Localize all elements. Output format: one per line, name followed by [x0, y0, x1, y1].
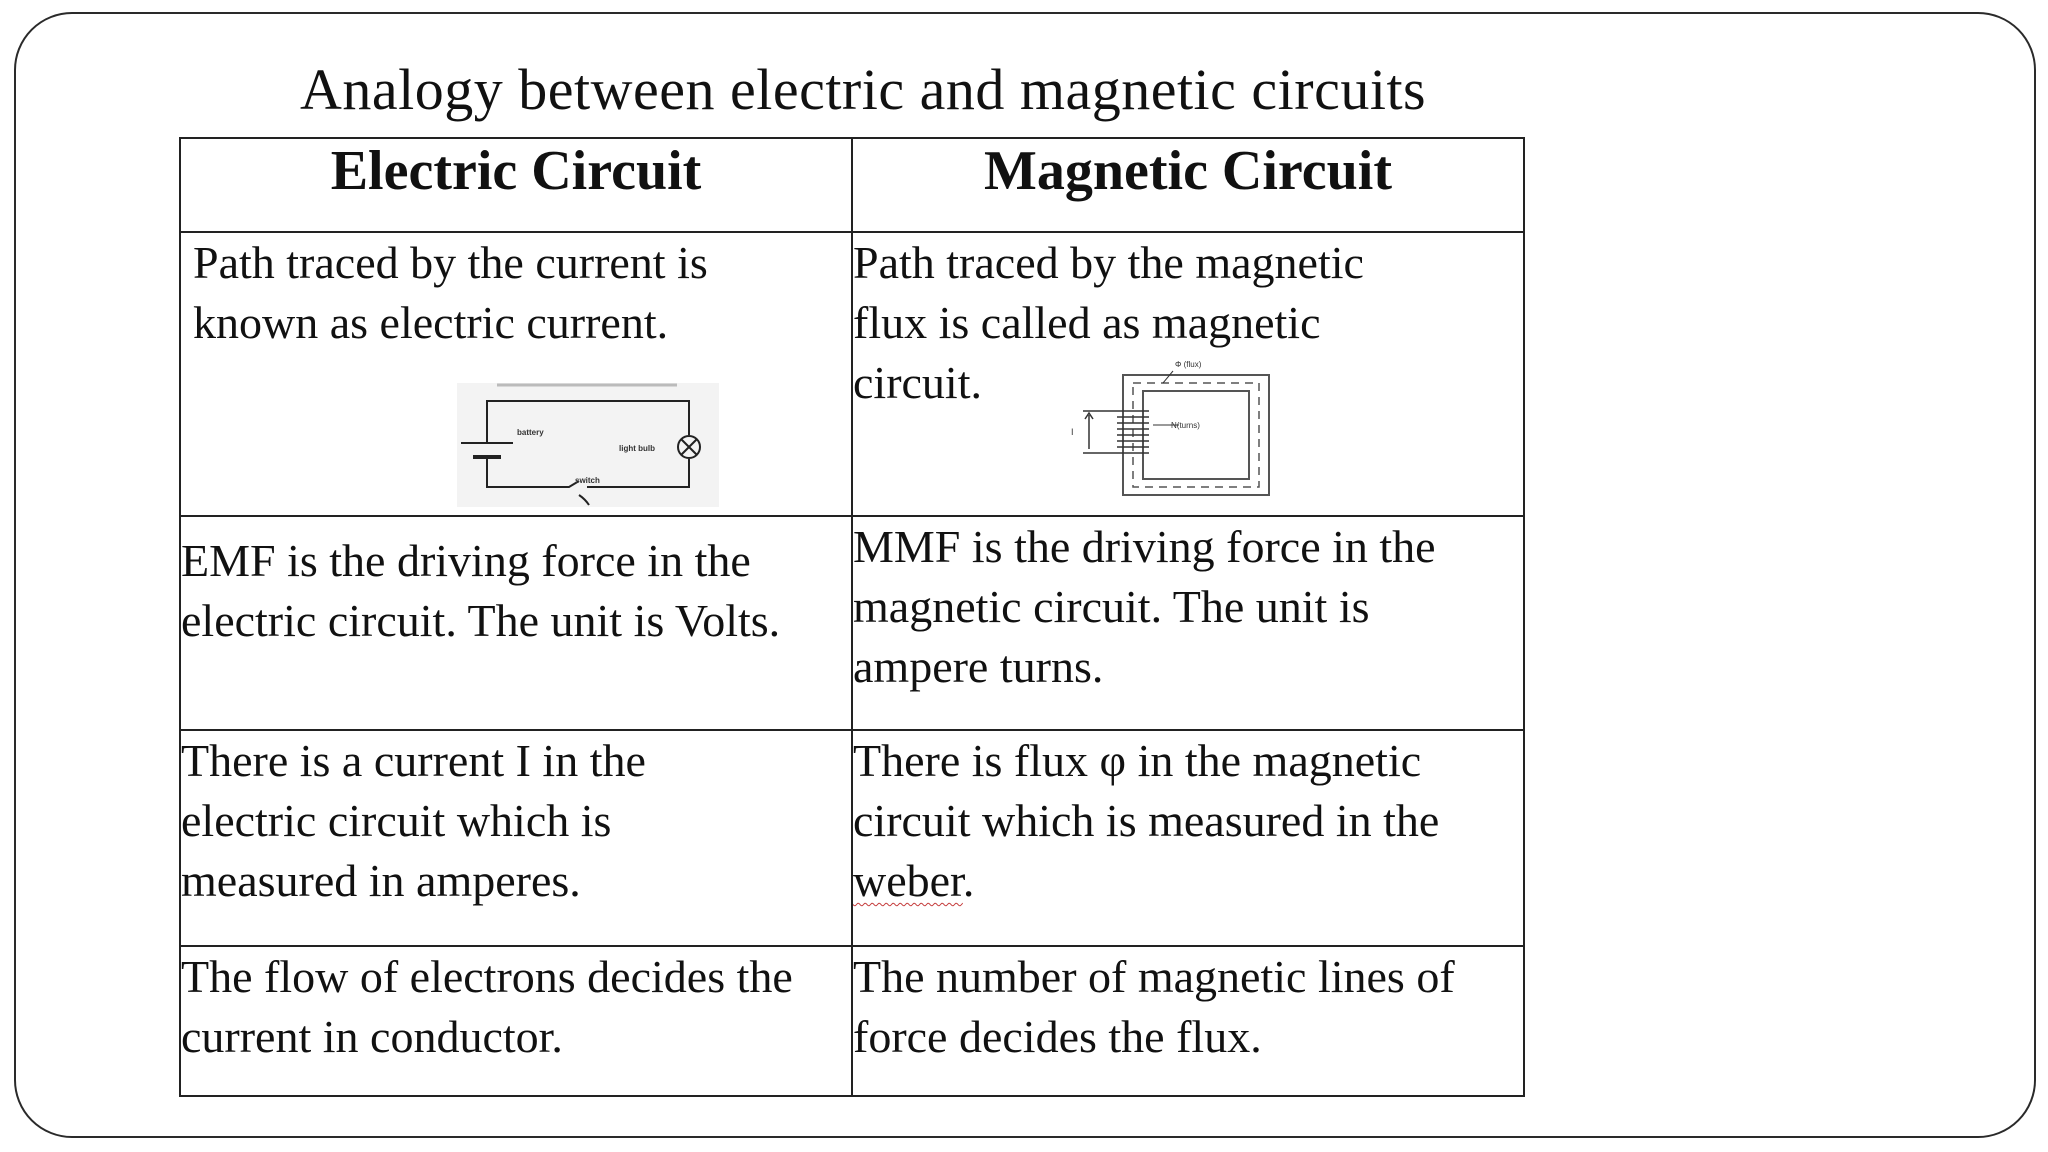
- electric-cell-path: [180, 232, 852, 516]
- magnetic-flux-text: [853, 731, 1523, 911]
- weber-word: weber: [853, 855, 963, 906]
- magnetic-flux-text-end: .: [962, 855, 975, 906]
- electric-path-text: Path traced by the current is known as electric current.: [193, 237, 708, 348]
- table-header-row: [180, 138, 1524, 232]
- table-row: [180, 232, 1524, 516]
- magnetic-path-text: Path traced by the magnetic flux is called as magnetic circuit.: [853, 237, 1364, 408]
- magnetic-flux-text-main: There is flux φ in the magnetic circuit which is measured in the: [853, 735, 1440, 846]
- electric-current-text: There is a current I in the electric circuit which is measured in amperes.: [181, 735, 646, 906]
- magnetic-lines-text: The number of magnetic lines of force decides the flux.: [853, 951, 1455, 1062]
- core-inner-edge: [1143, 391, 1249, 479]
- magnetic-circuit-diagram: [1063, 353, 1283, 503]
- electric-cell-emf: [180, 516, 852, 730]
- slide-title: Analogy between electric and magnetic circuits: [300, 57, 1427, 122]
- turns-label: N(turns): [1171, 421, 1200, 430]
- electric-cell-electrons: [180, 946, 852, 1096]
- electric-electrons-text: The flow of electrons decides the current in conductor.: [181, 951, 793, 1062]
- table-row: [180, 516, 1524, 730]
- electric-cell-current: [180, 730, 852, 946]
- magnetic-cell-lines: [852, 946, 1524, 1096]
- analogy-table: [179, 137, 1525, 1097]
- battery-label: battery: [517, 428, 544, 437]
- flux-label: Φ (flux): [1175, 360, 1202, 369]
- header-magnetic-circuit: Magnetic Circuit: [852, 138, 1524, 232]
- header-electric-circuit: Electric Circuit: [180, 138, 852, 232]
- electric-circuit-diagram: [457, 383, 719, 507]
- table-row: [180, 730, 1524, 946]
- switch-label: switch: [575, 476, 600, 485]
- electric-emf-text: EMF is the driving force in the electric circuit. The unit is Volts.: [181, 535, 781, 646]
- magnetic-mmf-text: MMF is the driving force in the magnetic circuit. The unit is ampere turns.: [853, 521, 1436, 692]
- magnetic-cell-flux: [852, 730, 1524, 946]
- flux-path: [1133, 383, 1259, 487]
- table-row: [180, 946, 1524, 1096]
- current-label: I: [1071, 427, 1074, 437]
- magnetic-cell-mmf: [852, 516, 1524, 730]
- magnetic-cell-path: [852, 232, 1524, 516]
- bulb-label: light bulb: [619, 444, 655, 453]
